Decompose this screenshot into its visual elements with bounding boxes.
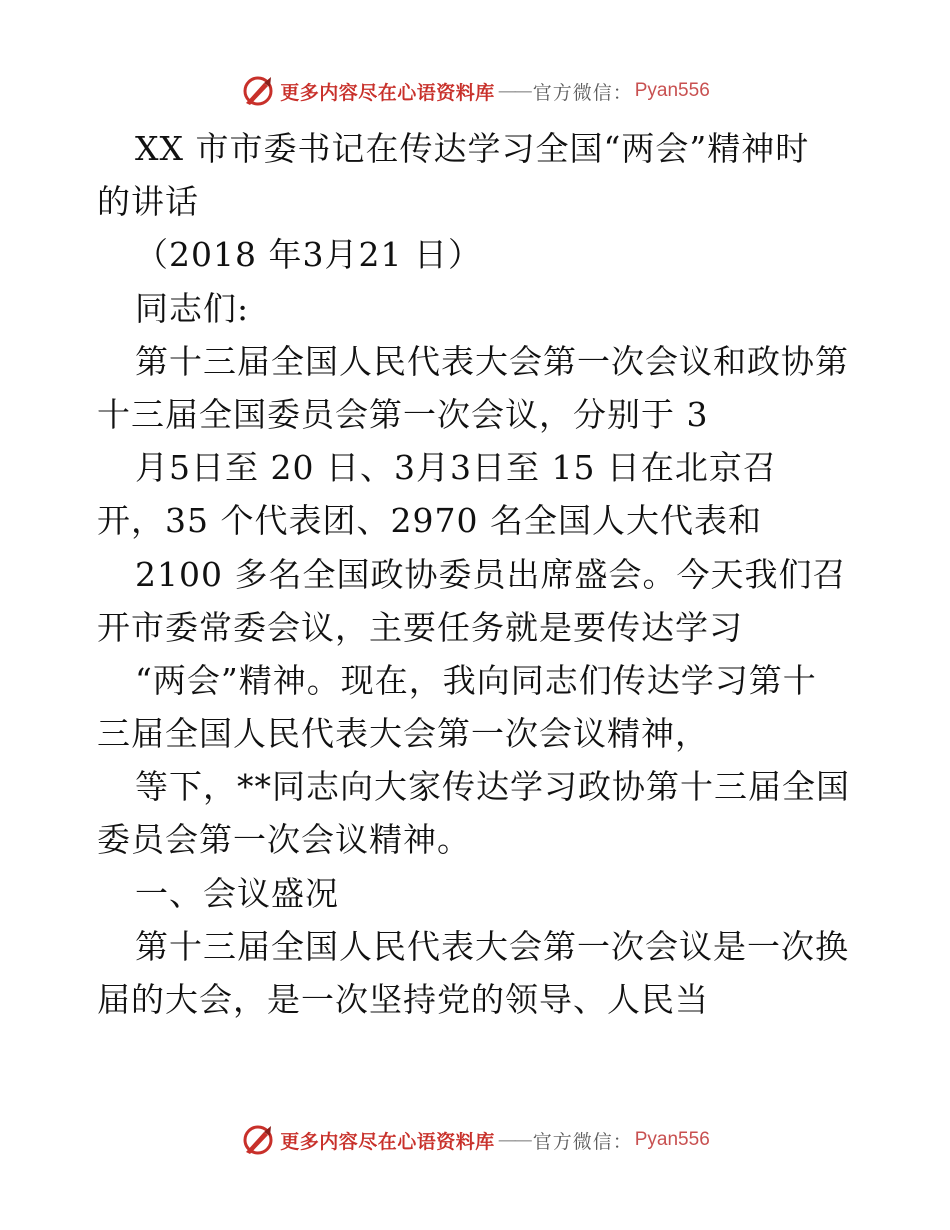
doc-title-line-1: XX 市市委书记在传达学习全国“两会”精神时 [135,129,810,168]
doc-salutation: 同志们: [135,288,250,328]
doc-text-line: 月5日至 20 日、3月3日至 15 日在北京召 [135,448,777,488]
footer-watermark-banner [0,1120,950,1160]
doc-title-line-2: 的讲话 [97,182,199,222]
doc-text-line: 十三届全国委员会第一次会议，分别于 3 [97,394,709,434]
doc-text-line: 开，35 个代表团、2970 名全国人大代表和 [97,501,762,541]
doc-text-line: 等下，**同志向大家传达学习政协第十三届全国 [135,767,850,807]
banner-wechat-label: 官方微信： [532,81,633,104]
doc-date: （2018 年3月21 日） [135,235,482,275]
document-body [97,122,867,1026]
banner-wechat-id: Pyan556 [634,1129,710,1150]
doc-text-line: 第十三届全国人民代表大会第一次会议是一次换 [135,926,849,966]
banner-separator: —— [497,1129,530,1151]
doc-text-line: 开市委常委会议，主要任务就是要传达学习 [97,607,743,647]
doc-text-line: 第十三届全国人民代表大会第一次会议和政协第 [135,341,849,381]
doc-text-line: 2100 多名全国政协委员出席盛会。今天我们召 [135,554,847,594]
header-watermark-banner [0,71,950,111]
doc-text-line: 委员会第一次会议精神。 [97,820,471,860]
banner-wechat-label: 官方微信： [532,1130,633,1153]
banner-title: 更多内容尽在心语资料库 [280,1130,495,1153]
doc-text-line: “两会”精神。现在，我向同志们传达学习第十 [135,660,817,700]
doc-section-heading: 一、会议盛况 [135,873,339,913]
banner-wechat-id: Pyan556 [634,80,710,101]
banner-title: 更多内容尽在心语资料库 [280,81,495,104]
banner-separator: —— [497,80,530,102]
doc-text-line: 届的大会，是一次坚持党的领导、人民当 [97,980,709,1019]
doc-text-line: 三届全国人民代表大会第一次会议精神， [97,714,709,754]
quill-logo-icon [240,1122,276,1158]
quill-logo-icon [240,73,276,109]
